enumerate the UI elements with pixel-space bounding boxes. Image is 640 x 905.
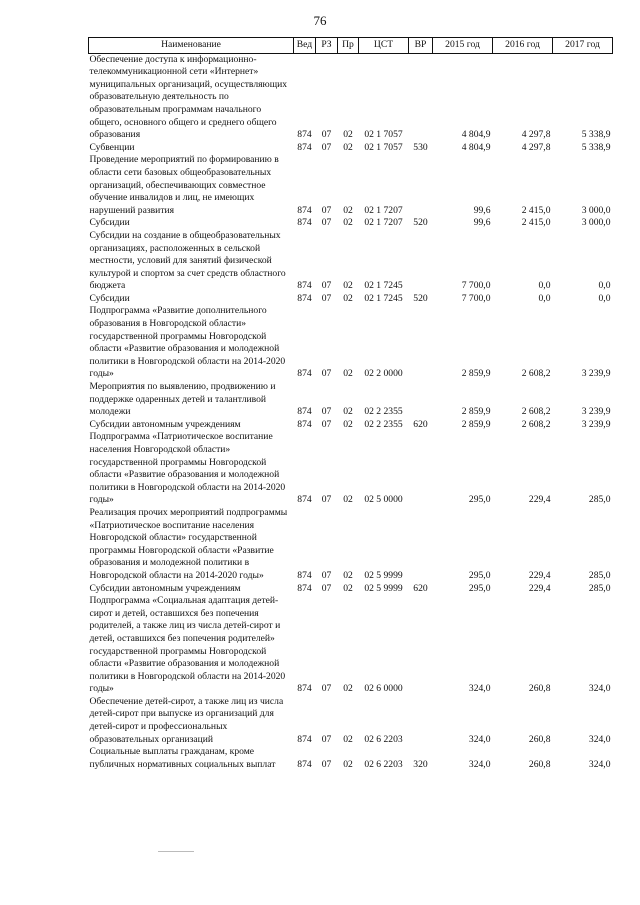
- row-pr: 02: [343, 368, 353, 380]
- row-vr: 620: [413, 582, 428, 594]
- row-2016: 229,4: [528, 582, 551, 594]
- row-2015: 4 804,9: [461, 129, 491, 141]
- row-pr: 02: [343, 733, 353, 745]
- row-name: Субвенции: [89, 141, 135, 153]
- row-2015: 2 859,9: [461, 368, 491, 380]
- row-ved: 874: [297, 758, 312, 770]
- row-name: Проведение мероприятий по формированию в области сети базовых общеобразовательных организаций, обеспечивающих совместное обучение инвалидов и лиц, не имеющих нарушений развития: [89, 154, 279, 216]
- row-pr: 02: [343, 141, 353, 153]
- row-pr: 02: [343, 217, 353, 229]
- row-2015: 2 859,9: [461, 418, 491, 430]
- row-rz: 07: [321, 418, 332, 430]
- row-rz: 07: [321, 733, 332, 745]
- page-number: 76: [313, 13, 327, 28]
- row-2017: 0,0: [598, 280, 611, 292]
- row-name: Подпрограмма «Патриотическое воспитание населения Новгородской области» государственной программы Новгородской области «Развитие образования и молодежной политики в Новгородской области на 2014-2020 годы»: [89, 431, 286, 506]
- row-vr: [409, 230, 433, 293]
- row-rz: 07: [321, 368, 332, 380]
- row-2017: 324,0: [588, 758, 611, 770]
- header-rz: РЗ: [316, 38, 338, 54]
- row-vr: [409, 305, 433, 381]
- row-pr: 02: [343, 582, 353, 594]
- header-ved: Вед: [294, 38, 316, 54]
- footer-mark: [158, 851, 194, 852]
- row-2016: 4 297,8: [521, 129, 551, 141]
- header-2016: 2016 год: [493, 38, 553, 54]
- row-name: Подпрограмма «Развитие дополнительного образования в Новгородской области» государственной программы Новгородской области «Развитие образования и молодежной политики в Новгородской области на 2014-2020 годы»: [89, 305, 286, 380]
- header-2015: 2015 год: [433, 38, 493, 54]
- row-rz: 07: [321, 683, 332, 695]
- row-ved: 874: [297, 418, 312, 430]
- row-2015: 2 859,9: [461, 406, 491, 418]
- row-vr: [409, 431, 433, 507]
- row-2015: 324,0: [468, 733, 491, 745]
- row-ved: 874: [297, 217, 312, 229]
- row-name: Субсидии: [89, 217, 130, 229]
- row-2016: 2 415,0: [521, 204, 551, 216]
- row-2016: 0,0: [538, 280, 551, 292]
- row-vr: 320: [413, 758, 428, 770]
- row-ved: 874: [297, 141, 312, 153]
- row-2017: 285,0: [588, 494, 611, 506]
- header-cst: ЦСТ: [359, 38, 409, 54]
- row-rz: 07: [321, 569, 332, 581]
- row-2015: 295,0: [468, 494, 491, 506]
- row-ved: 874: [297, 733, 312, 745]
- row-pr: 02: [343, 494, 353, 506]
- row-pr: 02: [343, 204, 353, 216]
- row-2016: 260,8: [528, 758, 551, 770]
- row-ved: 874: [297, 292, 312, 304]
- row-2015: 295,0: [468, 569, 491, 581]
- table-row: [89, 142, 613, 155]
- row-2017: 3 239,9: [581, 368, 611, 380]
- table-row: [89, 746, 613, 771]
- row-name: Субсидии автономным учреждениям: [89, 582, 241, 594]
- row-2015: 324,0: [468, 758, 491, 770]
- row-rz: 07: [321, 129, 332, 141]
- table-row: [89, 154, 613, 217]
- row-cst: 02 1 7057: [364, 129, 403, 141]
- row-2015: 7 700,0: [461, 292, 491, 304]
- row-pr: 02: [343, 418, 353, 430]
- row-vr: [409, 154, 433, 217]
- row-rz: 07: [321, 204, 332, 216]
- row-2017: 3 239,9: [581, 406, 611, 418]
- row-cst: 02 2 2355: [364, 418, 403, 430]
- table-row: [89, 696, 613, 746]
- row-2015: 7 700,0: [461, 280, 491, 292]
- row-2017: 0,0: [598, 292, 611, 304]
- row-rz: 07: [321, 292, 332, 304]
- row-vr: [409, 507, 433, 583]
- row-name: Субсидии: [89, 292, 130, 304]
- row-ved: 874: [297, 683, 312, 695]
- row-2017: 3 000,0: [581, 217, 611, 229]
- table-row: [89, 507, 613, 583]
- row-2017: 5 338,9: [581, 129, 611, 141]
- row-2015: 324,0: [468, 683, 491, 695]
- row-cst: 02 6 2203: [364, 758, 403, 770]
- row-2017: 324,0: [588, 683, 611, 695]
- row-pr: 02: [343, 406, 353, 418]
- row-2017: 3 239,9: [581, 418, 611, 430]
- row-2016: 2 608,2: [521, 406, 551, 418]
- table-row: [89, 305, 613, 381]
- row-2016: 2 608,2: [521, 368, 551, 380]
- table-row: [89, 419, 613, 432]
- row-ved: 874: [297, 582, 312, 594]
- table-row: [89, 583, 613, 596]
- table-row: [89, 293, 613, 306]
- table-row: [89, 217, 613, 230]
- row-ved: 874: [297, 204, 312, 216]
- row-vr: [409, 53, 433, 142]
- row-cst: 02 6 0000: [364, 683, 403, 695]
- row-vr: [409, 595, 433, 696]
- row-2016: 229,4: [528, 494, 551, 506]
- table-row: [89, 230, 613, 293]
- row-ved: 874: [297, 494, 312, 506]
- row-ved: 874: [297, 406, 312, 418]
- row-vr: 620: [413, 418, 428, 430]
- row-cst: 02 1 7207: [364, 217, 403, 229]
- table-row: [89, 595, 613, 696]
- row-2017: 324,0: [588, 733, 611, 745]
- row-rz: 07: [321, 141, 332, 153]
- row-2016: 2 608,2: [521, 418, 551, 430]
- row-cst: 02 1 7245: [364, 292, 403, 304]
- header-pr: Пр: [338, 38, 359, 54]
- row-pr: 02: [343, 129, 353, 141]
- row-ved: 874: [297, 129, 312, 141]
- row-2015: 99,6: [473, 204, 491, 216]
- row-vr: [409, 696, 433, 746]
- row-name: Подпрограмма «Социальная адаптация детей-сирот и детей, оставшихся без попечения родителей, а также лиц из числа детей-сирот и детей, оставшихся без попечения родителей» государственной программы Новгородской области «Развитие образования и молодежной политики в Новгородской области на 2014-2020 годы»: [89, 595, 286, 695]
- row-2016: 2 415,0: [521, 217, 551, 229]
- row-2016: 229,4: [528, 569, 551, 581]
- row-vr: 520: [413, 292, 428, 304]
- budget-table: [88, 37, 613, 771]
- row-pr: 02: [343, 280, 353, 292]
- row-pr: 02: [343, 292, 353, 304]
- row-ved: 874: [297, 280, 312, 292]
- row-2016: 0,0: [538, 292, 551, 304]
- table-header-row: [89, 38, 613, 54]
- row-cst: 02 2 0000: [364, 368, 403, 380]
- row-2015: 295,0: [468, 582, 491, 594]
- row-cst: 02 5 0000: [364, 494, 403, 506]
- row-rz: 07: [321, 494, 332, 506]
- row-cst: 02 1 7057: [364, 141, 403, 153]
- row-rz: 07: [321, 280, 332, 292]
- row-name: Субсидии автономным учреждениям: [89, 418, 241, 430]
- row-cst: 02 2 2355: [364, 406, 403, 418]
- row-name: Обеспечение доступа к информационно-телекоммуникационной сети «Интернет» муниципальных организаций, осуществляющих образовательную деятельность по образовательным программам начального общего, основного общего и среднего общего образования: [89, 53, 288, 141]
- row-cst: 02 5 9999: [364, 569, 403, 581]
- row-pr: 02: [343, 758, 353, 770]
- row-vr: 520: [413, 217, 428, 229]
- row-name: Субсидии на создание в общеобразовательных организациях, расположенных в сельской местности, условий для занятий физической культурой и спортом за счет средств областного бюджета: [89, 229, 286, 292]
- table-row: [89, 431, 613, 507]
- row-vr: 530: [413, 141, 428, 153]
- header-vr: ВР: [409, 38, 433, 54]
- header-2017: 2017 год: [553, 38, 613, 54]
- row-2017: 5 338,9: [581, 141, 611, 153]
- header-name: Наименование: [89, 38, 294, 54]
- row-vr: [409, 381, 433, 419]
- row-pr: 02: [343, 569, 353, 581]
- row-cst: 02 1 7245: [364, 280, 403, 292]
- row-name: Социальные выплаты гражданам, кроме публичных нормативных социальных выплат: [89, 746, 276, 770]
- row-rz: 07: [321, 217, 332, 229]
- row-cst: 02 6 2203: [364, 733, 403, 745]
- row-pr: 02: [343, 683, 353, 695]
- row-ved: 874: [297, 569, 312, 581]
- row-name: Обеспечение детей-сирот, а также лиц из числа детей-сирот при выпуске из организаций для детей-сирот и профессиональных образовательных организаций: [89, 695, 284, 745]
- row-cst: 02 1 7207: [364, 204, 403, 216]
- table-row: [89, 381, 613, 419]
- row-2017: 3 000,0: [581, 204, 611, 216]
- row-name: Мероприятия по выявлению, продвижению и поддержке одаренных детей и талантливой молодежи: [89, 381, 276, 418]
- row-name: Реализация прочих мероприятий подпрограммы «Патриотическое воспитание населения Новгородской области» государственной программы Новгородской области «Развитие образования и молодежной политики в Новгородской области на 2014-2020 годы»: [89, 506, 288, 581]
- row-2017: 285,0: [588, 582, 611, 594]
- row-2015: 99,6: [473, 217, 491, 229]
- table-row: [89, 53, 613, 142]
- row-2016: 260,8: [528, 683, 551, 695]
- row-2016: 260,8: [528, 733, 551, 745]
- row-rz: 07: [321, 406, 332, 418]
- row-cst: 02 5 9999: [364, 582, 403, 594]
- row-rz: 07: [321, 758, 332, 770]
- row-ved: 874: [297, 368, 312, 380]
- row-rz: 07: [321, 582, 332, 594]
- row-2015: 4 804,9: [461, 141, 491, 153]
- row-2017: 285,0: [588, 569, 611, 581]
- row-2016: 4 297,8: [521, 141, 551, 153]
